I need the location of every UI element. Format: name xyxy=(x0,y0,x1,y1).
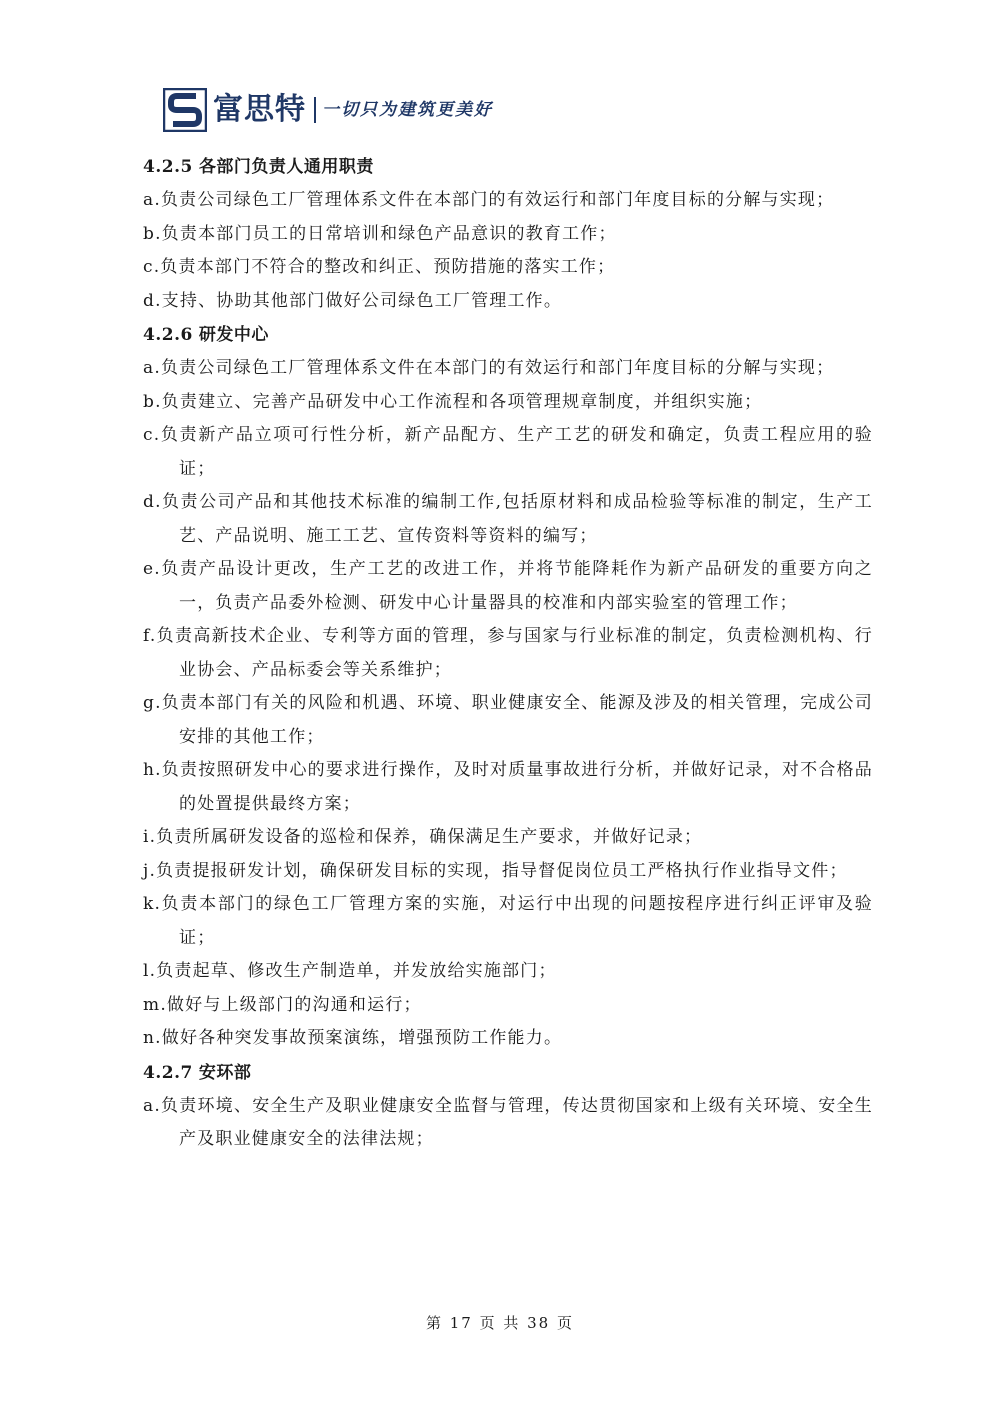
fst-logo-icon xyxy=(163,88,207,132)
list-item: d.负责公司产品和其他技术标准的编制工作,包括原材料和成品检验等标准的制定，生产工艺、产品说明、施工工艺、宣传资料等资料的编写； xyxy=(143,492,873,546)
list-item: b.负责本部门员工的日常培训和绿色产品意识的教育工作； xyxy=(143,223,617,244)
list-item: j.负责提报研发计划，确保研发目标的实现，指导督促岗位员工严格执行作业指导文件； xyxy=(143,860,848,881)
page-number-footer: 第 17 页 共 38 页 xyxy=(425,1314,574,1332)
section-title: 各部门负责人通用职责 xyxy=(198,157,374,177)
section-heading-4-2-5 xyxy=(143,150,873,184)
list-item: a.负责公司绿色工厂管理体系文件在本部门的有效运行和部门年度目标的分解与实现； xyxy=(143,190,835,210)
list-item: i.负责所属研发设备的巡检和保养，确保满足生产要求，并做好记录； xyxy=(143,827,703,847)
brand-name: 富思特 xyxy=(213,92,306,127)
section-heading-4-2-6 xyxy=(143,318,873,352)
list-item: g.负责本部门有关的风险和机遇、环境、职业健康安全、能源及涉及的相关管理，完成公司安排的其他工作； xyxy=(143,693,873,747)
section-title: 安环部 xyxy=(198,1062,252,1083)
document-body xyxy=(143,150,873,1157)
list-item: f.负责高新技术企业、专利等方面的管理，参与国家与行业标准的制定，负责检测机构、行业协会、产品标委会等关系维护； xyxy=(143,626,873,680)
brand-slogan: 一切只为建筑更美好 xyxy=(322,100,493,120)
list-item: a.负责公司绿色工厂管理体系文件在本部门的有效运行和部门年度目标的分解与实现； xyxy=(143,358,835,378)
section-number: 4.2.5 xyxy=(143,157,193,177)
section-number: 4.2.6 xyxy=(143,325,193,345)
list-item: a.负责环境、安全生产及职业健康安全监督与管理，传达贯彻国家和上级有关环境、安全生产及职业健康安全的法律法规； xyxy=(143,1095,873,1149)
list-item: e.负责产品设计更改，生产工艺的改进工作，并将节能降耗作为新产品研发的重要方向之一，负责产品委外检测、研发中心计量器具的校准和内部实验室的管理工作； xyxy=(143,559,873,613)
section-heading-4-2-7 xyxy=(143,1056,873,1090)
header-divider xyxy=(314,97,316,123)
list-item: m.做好与上级部门的沟通和运行； xyxy=(143,994,422,1015)
page-header xyxy=(163,86,493,134)
list-item: b.负责建立、完善产品研发中心工作流程和各项管理规章制度，并组织实施； xyxy=(143,391,763,412)
section-title: 研发中心 xyxy=(198,325,269,345)
section-number: 4.2.7 xyxy=(143,1062,193,1083)
list-item: k.负责本部门的绿色工厂管理方案的实施，对运行中出现的问题按程序进行纠正评审及验证； xyxy=(143,894,873,948)
list-item: n.做好各种突发事故预案演练，增强预防工作能力。 xyxy=(143,1028,563,1048)
list-item: c.负责新产品立项可行性分析，新产品配方、生产工艺的研发和确定，负责工程应用的验证； xyxy=(143,425,873,479)
list-item: d.支持、协助其他部门做好公司绿色工厂管理工作。 xyxy=(143,290,563,311)
list-item: l.负责起草、修改生产制造单，并发放给实施部门； xyxy=(143,961,557,981)
list-item: h.负责按照研发中心的要求进行操作，及时对质量事故进行分析，并做好记录，对不合格品的处置提供最终方案； xyxy=(143,760,873,814)
list-item: c.负责本部门不符合的整改和纠正、预防措施的落实工作； xyxy=(143,257,616,277)
